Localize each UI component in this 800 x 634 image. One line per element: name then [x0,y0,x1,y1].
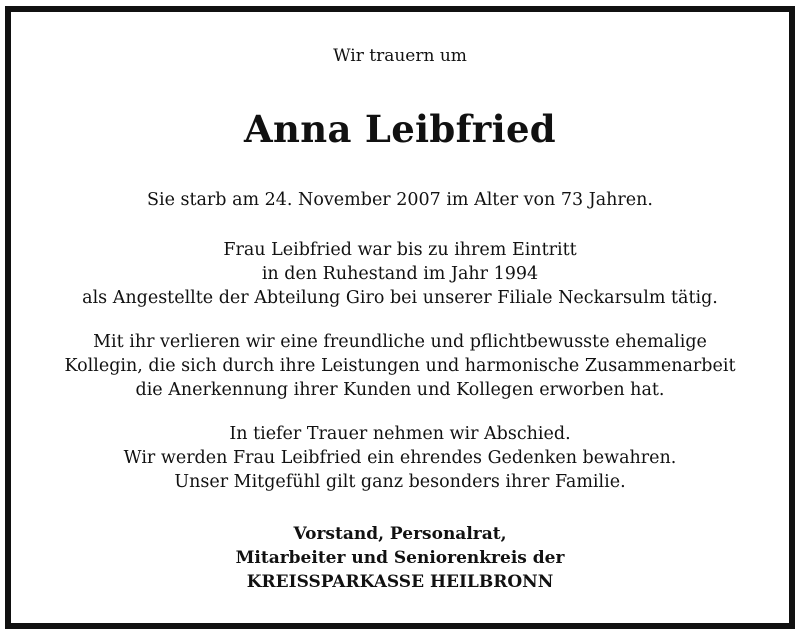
signature-line-1: Vorstand, Personalrat, [293,524,507,544]
tribute-line-1: Mit ihr verlieren wir eine freundliche und pflichtbewusste ehemalige [93,332,707,352]
notice-frame [5,6,795,629]
career-line-3: als Angestellte der Abteilung Giro bei unserer Filiale Neckarsulm tätig. [82,288,718,308]
career-line-1: Frau Leibfried war bis zu ihrem Eintritt [223,240,577,260]
intro-line: Wir trauern um [333,46,467,66]
tribute-line-3: die Anerkennung ihrer Kunden und Kollegen erworben hat. [135,380,665,400]
farewell-line-1: In tiefer Trauer nehmen wir Abschied. [229,424,571,444]
farewell-line-2: Wir werden Frau Leibfried ein ehrendes Gedenken bewahren. [123,448,677,468]
signature-line-2: Mitarbeiter und Seniorenkreis der [235,548,565,568]
death-line: Sie starb am 24. November 2007 im Alter von 73 Jahren. [146,190,653,210]
farewell-line-3: Unser Mitgefühl gilt ganz besonders ihrer Familie. [174,472,626,492]
signature-line-3: KREISSPARKASSE HEILBRONN [246,572,554,592]
tribute-line-2: Kollegin, die sich durch ihre Leistungen und harmonische Zusammenarbeit [64,356,736,376]
notice-content [11,12,789,623]
career-line-2: in den Ruhestand im Jahr 1994 [261,264,539,284]
deceased-name: Anna Leibfried [244,107,556,151]
